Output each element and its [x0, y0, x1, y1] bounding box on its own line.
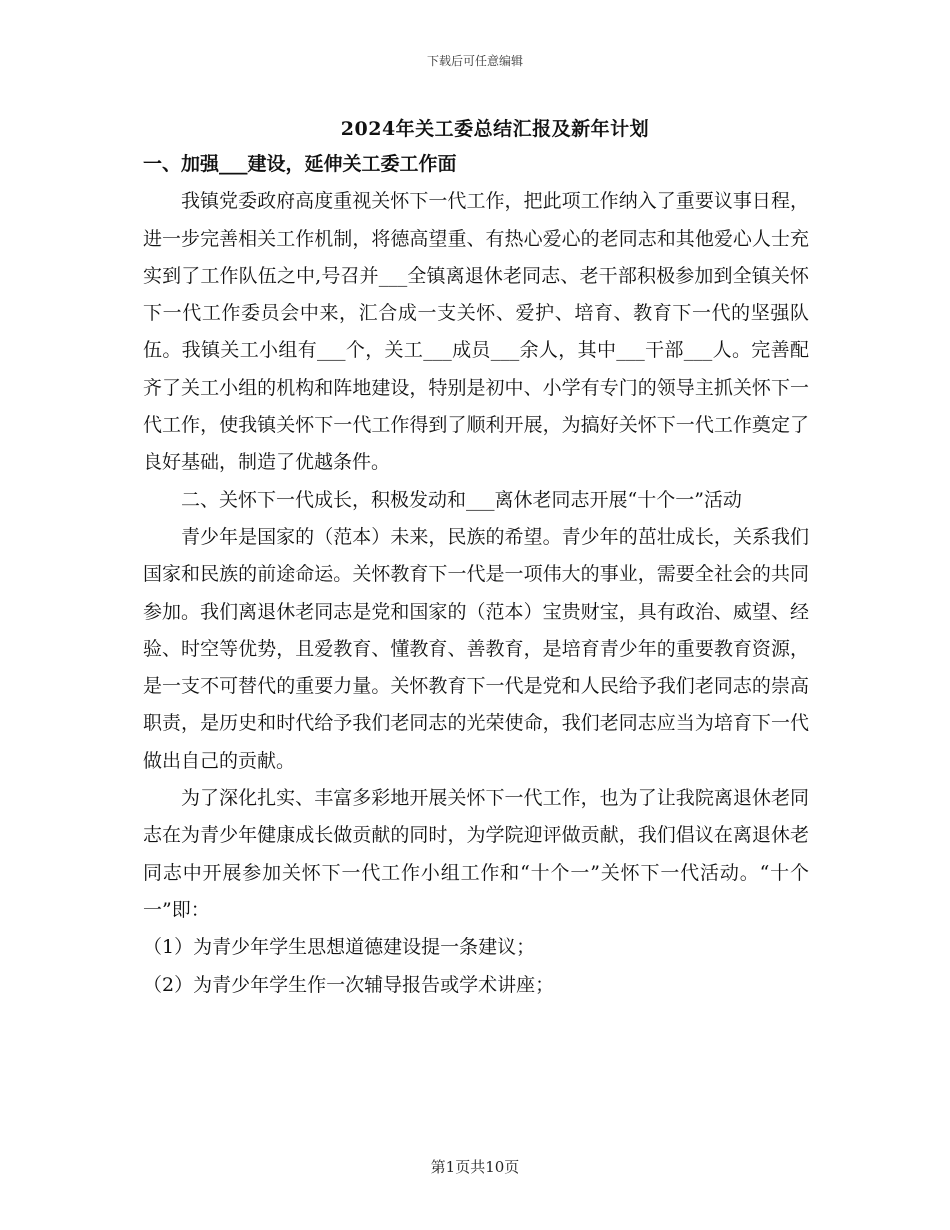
section-2-heading: 二、关怀下一代成长，积极发动和___离休老同志开展“十个一”活动: [181, 488, 742, 511]
page-number-footer: 第1页共10页: [430, 1158, 520, 1176]
list-item-1: （1）为青少年学生思想道德建设提一条建议；: [143, 936, 536, 959]
section-1-heading: 一、加强___建设，延伸关工委工作面: [143, 153, 457, 175]
paragraph-2: 青少年是国家的（范本）未来，民族的希望。青少年的茁壮成长，关系我们国家和民族的前途命运。关怀教育下一代是一项伟大的事业，需要全社会的共同参加。我们离退休老同志是党和国家的（范本）宝贵财宝，具有政治、威望、经验、时空等优势，且爱教育、懂教育、善教育，是培育青少年的重要教育资源，是一支不可替代的重要力量。关怀教育下一代是党和人民给予我们老同志的崇高职责，是历史和时代给予我们老同志的光荣使命，我们老同志应当为培育下一代做出自己的贡献。: [143, 525, 809, 772]
paragraph-1: 我镇党委政府高度重视关怀下一代工作，把此项工作纳入了重要议事日程，进一步完善相关工作机制，将德高望重、有热心爱心的老同志和其他爱心人士充实到了工作队伍之中,号召并___全镇离退休老同志、老干部积极参加到全镇关怀下一代工作委员会中来，汇合成一支关怀、爱护、培育、教育下一代的坚强队伍。我镇关工小组有___个，关工___成员___余人，其中___干部___人。完善配齐了关工小组的机构和阵地建设，特别是初中、小学有专门的领导主抓关怀下一代工作，使我镇关怀下一代工作得到了顺利开展，为搞好关怀下一代工作奠定了良好基础，制造了优越条件。: [143, 190, 809, 474]
list-item-2: （2）为青少年学生作一次辅导报告或学术讲座；: [143, 973, 555, 996]
paragraph-3: 为了深化扎实、丰富多彩地开展关怀下一代工作，也为了让我院离退休老同志在为青少年健康成长做贡献的同时，为学院迎评做贡献，我们倡议在离退休老同志中开展参加关怀下一代工作小组工作和“十个一”关怀下一代活动。“十个一”即：: [143, 787, 809, 921]
page-header-note: 下载后可任意编辑: [426, 54, 523, 68]
document-title: 2024年关工委总结汇报及新年计划: [340, 118, 650, 140]
document-body: [143, 146, 809, 1004]
